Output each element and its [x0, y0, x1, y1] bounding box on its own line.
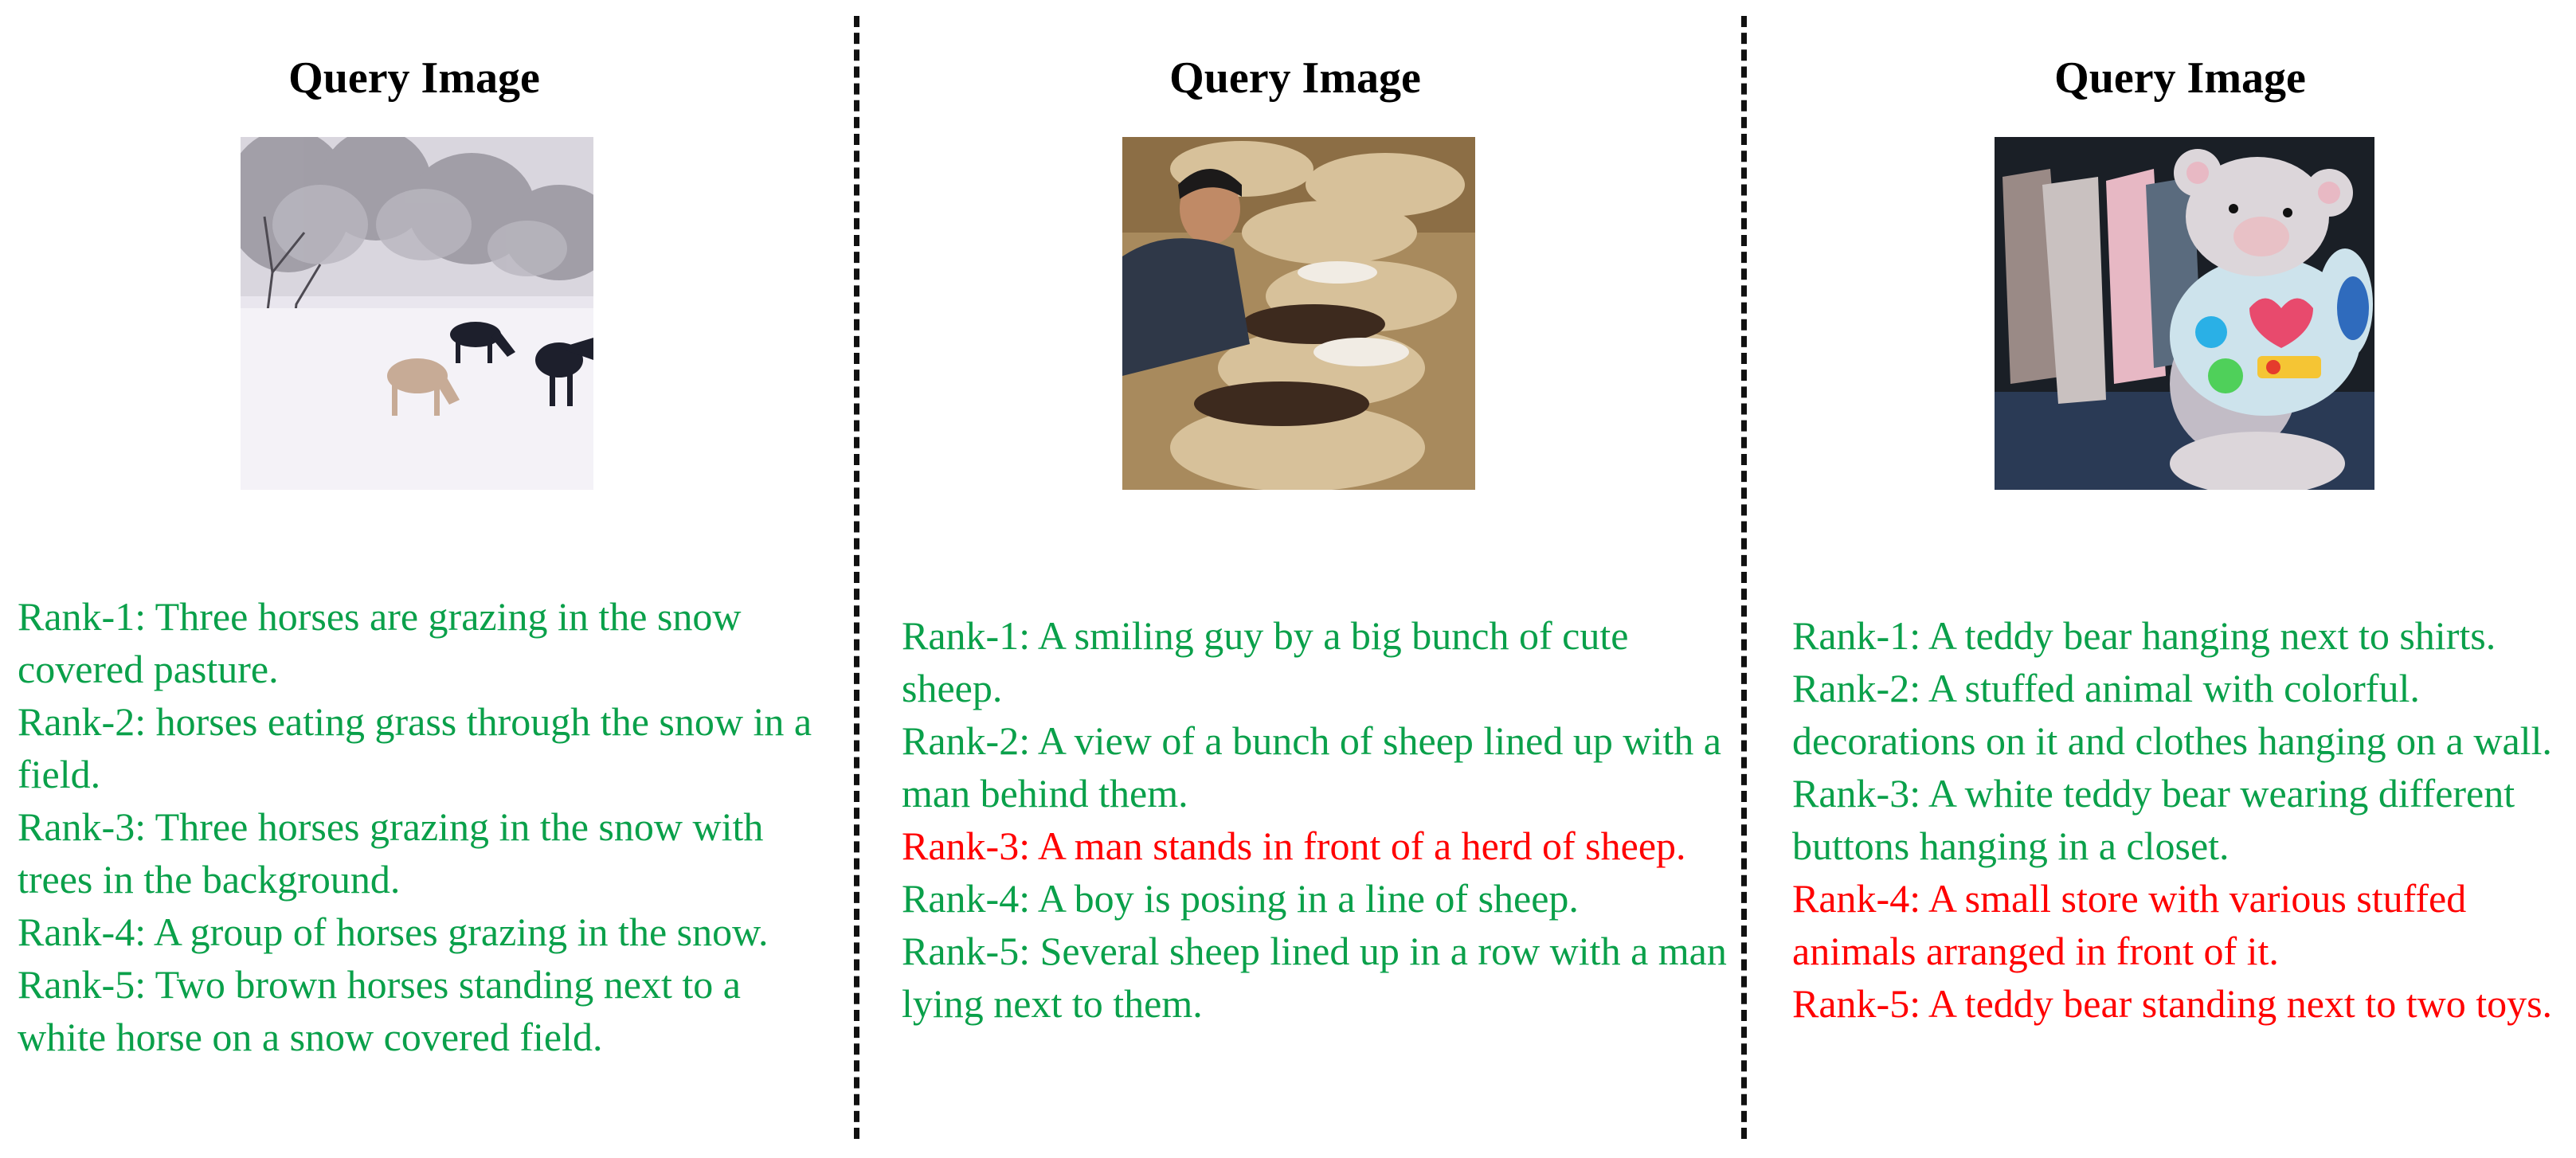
caption-rank-5: Rank-5: Two brown horses standing next to a white horse on a snow covered field. — [18, 962, 741, 1059]
caption-rank-3: Rank-3: A white teddy bear wearing different buttons hanging in a closet. — [1792, 771, 2515, 868]
query-title-2: Query Image — [1169, 53, 1421, 103]
query-image-sheep — [1122, 137, 1475, 490]
caption-rank-2: Rank-2: A view of a bunch of sheep lined up with a man behind them. — [902, 718, 1721, 816]
caption-list-3 — [1792, 609, 2576, 1030]
query-image-teddy-bear — [1995, 137, 2374, 490]
caption-rank-1: Rank-1: A smiling guy by a big bunch of cute sheep. — [902, 613, 1629, 710]
query-image-horses — [241, 137, 593, 490]
caption-rank-3: Rank-3: A man stands in front of a herd of sheep. — [902, 824, 1686, 868]
caption-rank-2: Rank-2: horses eating grass through the snow in a field. — [18, 699, 812, 796]
caption-rank-5: Rank-5: A teddy bear standing next to two toys. — [1792, 981, 2553, 1026]
caption-rank-1: Rank-1: A teddy bear hanging next to shirts. — [1792, 613, 2496, 658]
caption-rank-4: Rank-4: A small store with various stuffed animals arranged in front of it. — [1792, 876, 2467, 973]
caption-rank-5: Rank-5: Several sheep lined up in a row with a man lying next to them. — [902, 929, 1727, 1026]
query-title-1: Query Image — [288, 53, 540, 103]
query-title-3: Query Image — [2054, 53, 2306, 103]
column-divider-right — [1741, 16, 1747, 1139]
caption-list-2 — [902, 609, 1730, 1030]
caption-list-1 — [18, 590, 838, 1063]
caption-rank-4: Rank-4: A group of horses grazing in the snow. — [18, 910, 769, 954]
caption-rank-4: Rank-4: A boy is posing in a line of sheep. — [902, 876, 1579, 921]
caption-rank-1: Rank-1: Three horses are grazing in the snow covered pasture. — [18, 594, 742, 691]
column-divider-left — [854, 16, 859, 1139]
caption-rank-3: Rank-3: Three horses grazing in the snow with trees in the background. — [18, 804, 764, 902]
caption-rank-2: Rank-2: A stuffed animal with colorful. decorations on it and clothes hanging on a wall. — [1792, 666, 2552, 763]
